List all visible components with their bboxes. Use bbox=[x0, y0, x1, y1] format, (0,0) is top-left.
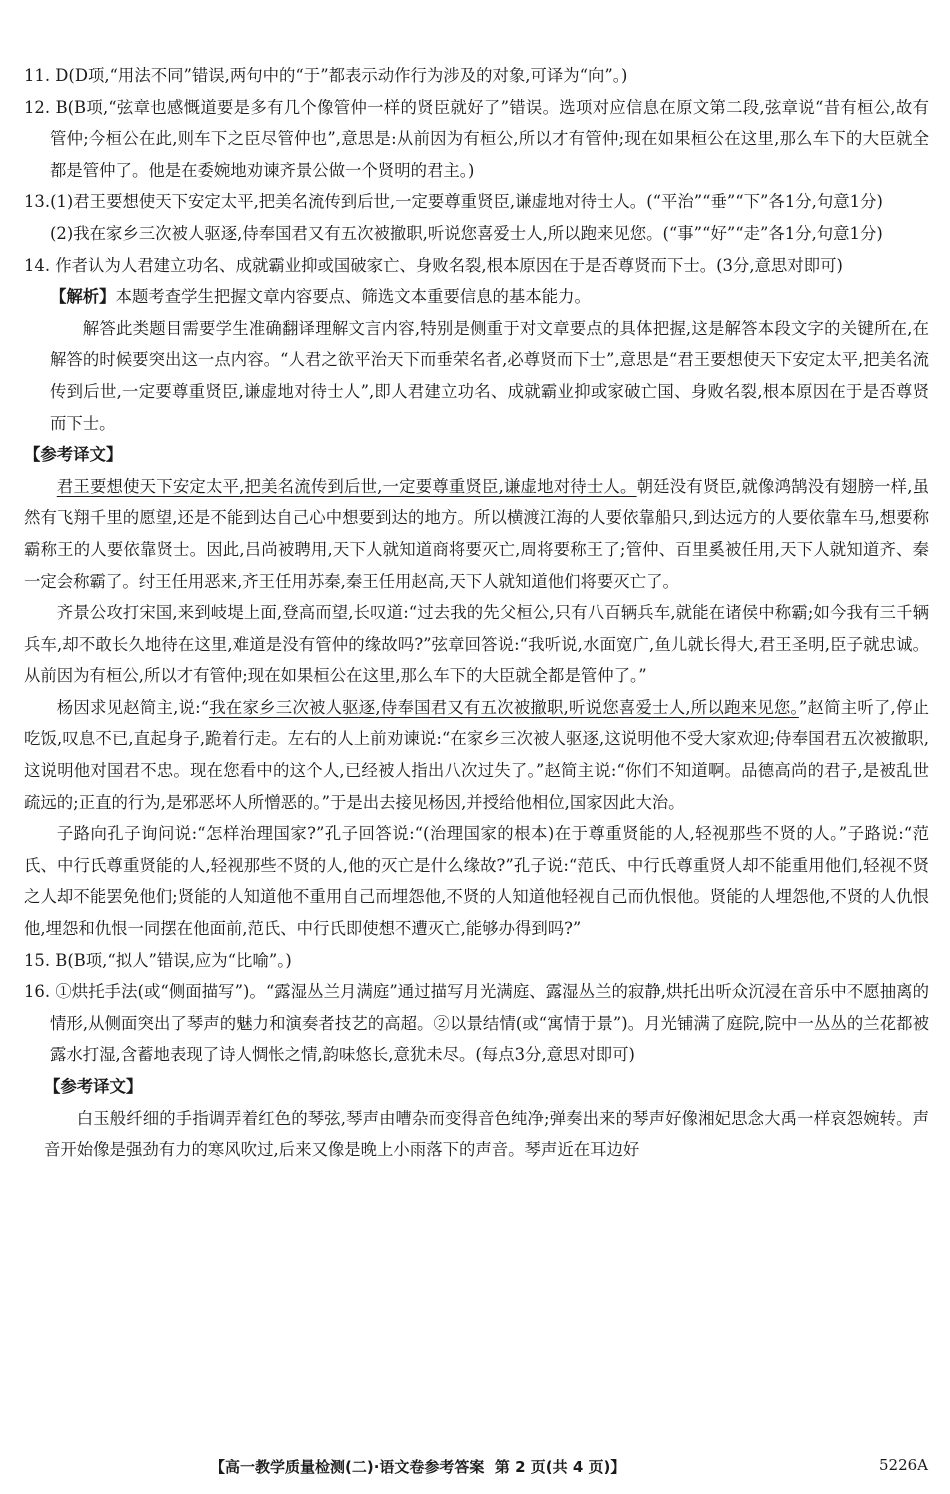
analysis-text: 本题考查学生把握文章内容要点、筛选文本重要信息的基本能力。 bbox=[115, 287, 591, 307]
answer-q14-analysis-para: 解答此类题目需要学生准确翻译理解文言内容,特别是侧重于对文章要点的具体把握,这是解答本段文字的关键所在,在解答的时候要突出这一点内容。“人君之欲平治天下而垂荣名者,必尊贤而下士”,意思是“君王要想使天下安定太平,把美名流传到后世,一定要尊重贤臣,谦虚地对待士人”,即人君建立功名、成就霸业抑或家破亡国、身败名裂,根本原因在于是否尊贤而下士。 bbox=[50, 318, 929, 433]
translation-1-paragraph-3: 杨因求见赵简主,说:“我在家乡三次被人驱逐,侍奉国君又有五次被撤职,听说您喜爱士人,所以跑来见您。”赵简主听了,停止吃饭,叹息不已,直起身子,跪着行走。左右的人上前劝谏说:“在家乡三次被人驱逐,这说明他不受大家欢迎;侍奉国君五次被撤职,这说明他对国君不忠。现在您看中的这个人,已经被人指出八次过失了。”赵简主说:“你们不知道啊。品德高尚的君子,是被乱世疏远的;正直的行为,是邪恶坏人所憎恶的。”于是出去接见杨因,并授给他相位,国家因此大治。 bbox=[24, 697, 929, 812]
page-footer bbox=[0, 1452, 950, 1484]
answer-q11: 11. D(D项,“用法不同”错误,两句中的“于”都表示动作行为涉及的对象,可译为“向”。) bbox=[24, 66, 628, 85]
answer-q13-1: 13.(1)君王要想使天下安定太平,把美名流传到后世,一定要尊重贤臣,谦虚地对待士人。(“平治”“垂”“下”各1分,句意1分) bbox=[24, 192, 883, 212]
translation-1-paragraph-2: 齐景公攻打宋国,来到岐堤上面,登高而望,长叹道:“过去我的先父桓公,只有八百辆兵车,就能在诸侯中称霸;如今我有三千辆兵车,却不敢长久地待在这里,难道是没有管仲的缘故吗?”弦章回答说:“我听说,水面宽广,鱼儿就长得大,君王圣明,臣子就忠诚。从前因为有桓公,所以才有管仲;现在如果桓公在这里,那么车下的大臣就全都是管仲了。” bbox=[24, 603, 929, 686]
translation-2-paragraph-1: 白玉般纤细的手指调弄着红色的琴弦,琴声由嘈杂而变得音色纯净;弹奏出来的琴声好像湘妃思念大禹一样哀怨婉转。声音开始像是强劲有力的寒风吹过,后来又像是晚上小雨落下的声音。琴声近在耳边好 bbox=[44, 1108, 929, 1160]
answer-q12: 12. B(B项,“弦章也感慨道要是多有几个像管仲一样的贤臣就好了”错误。选项对应信息在原文第二段,弦章说“昔有桓公,故有管仲;今桓公在此,则车下之臣尽管仲也”,意思是:从前因为有桓公,所以才有管仲;现在如果桓公在这里,那么车下的大臣就全都是管仲了。他是在委婉地劝谏齐景公做一个贤明的君主。) bbox=[24, 97, 929, 180]
reference-translation-heading-2: 【参考译文】 bbox=[44, 1077, 143, 1096]
underlined-sentence: 君王要想使天下安定太平,把美名流传到后世,一定要尊重贤臣,谦虚地对待士人。 bbox=[56, 476, 637, 496]
footer-page-number: 第 2 页(共 4 页)】 bbox=[494, 1458, 626, 1476]
translation-1-paragraph-1: 君王要想使天下安定太平,把美名流传到后世,一定要尊重贤臣,谦虚地对待士人。朝廷没有贤臣,就像鸿鹄没有翅膀一样,虽然有飞翔千里的愿望,还是不能到达自己心中想要到达的地方。所以横渡江海的人要依靠船只,到达远方的人要依靠车马,想要称霸称王的人要依靠贤士。因此,吕尚被聘用,天下人就知道商将要灭亡,周将要称王了;管仲、百里奚被任用,天下人就知道齐、秦一定会称霸了。纣王任用恶来,齐王任用苏秦,秦王任用赵高,天下人就知道他们将要灭亡了。 bbox=[24, 476, 929, 591]
answer-q15: 15. B(B项,“拟人”错误,应为“比喻”。) bbox=[24, 950, 292, 970]
analysis-tag: 【解析】 bbox=[50, 287, 116, 307]
reference-translation-heading-1: 【参考译文】 bbox=[24, 445, 123, 465]
answer-content bbox=[24, 60, 929, 1166]
footer-code: 5226A bbox=[878, 1456, 928, 1474]
translation-1-paragraph-4: 子路向孔子询问说:“怎样治理国家?”孔子回答说:“(治理国家的根本)在于尊重贤能的人,轻视那些不贤的人。”子路说:“范氏、中行氏尊重贤能的人,轻视那些不贤的人,他的灭亡是什么缘故?”孔子说:“范氏、中行氏尊重贤人却不能重用他们,轻视不贤之人却不能罢免他们;贤能的人知道他不重用自己而埋怨他,不贤的人知道他轻视自己而仇恨他。贤能的人埋怨他,不贤的人仇恨他,埋怨和仇恨一同摆在他面前,范氏、中行氏即使想不遭灭亡,能够办得到吗?” bbox=[24, 824, 929, 939]
answer-q14-analysis bbox=[24, 281, 929, 313]
answer-q14: 14. 作者认为人君建立功名、成就霸业抑或国破家亡、身败名裂,根本原因在于是否尊贤而下士。(3分,意思对即可) bbox=[24, 255, 843, 275]
answer-q16: 16. ①烘托手法(或“侧面描写”)。“露湿丛兰月满庭”通过描写月光满庭、露湿丛兰的寂静,烘托出听众沉浸在音乐中不愿抽离的情形,从侧面突出了琴声的魅力和演奏者技艺的高超。②以景结情(或“寓情于景”)。月光铺满了庭院,院中一丛丛的兰花都被露水打湿,含蓄地表现了诗人惆怅之情,韵味悠长,意犹未尽。(每点3分,意思对即可) bbox=[24, 982, 929, 1065]
answer-q13-2: (2)我在家乡三次被人驱逐,侍奉国君又有五次被撤职,听说您喜爱士人,所以跑来见您。(“事”“好”“走”各1分,句意1分) bbox=[50, 223, 883, 243]
underlined-sentence: 我在家乡三次被人驱逐,侍奉国君又有五次被撤职,听说您喜爱士人,所以跑来见您。 bbox=[209, 697, 799, 717]
footer-title: 【高一教学质量检测(二)·语文卷参考答案 bbox=[210, 1458, 485, 1476]
